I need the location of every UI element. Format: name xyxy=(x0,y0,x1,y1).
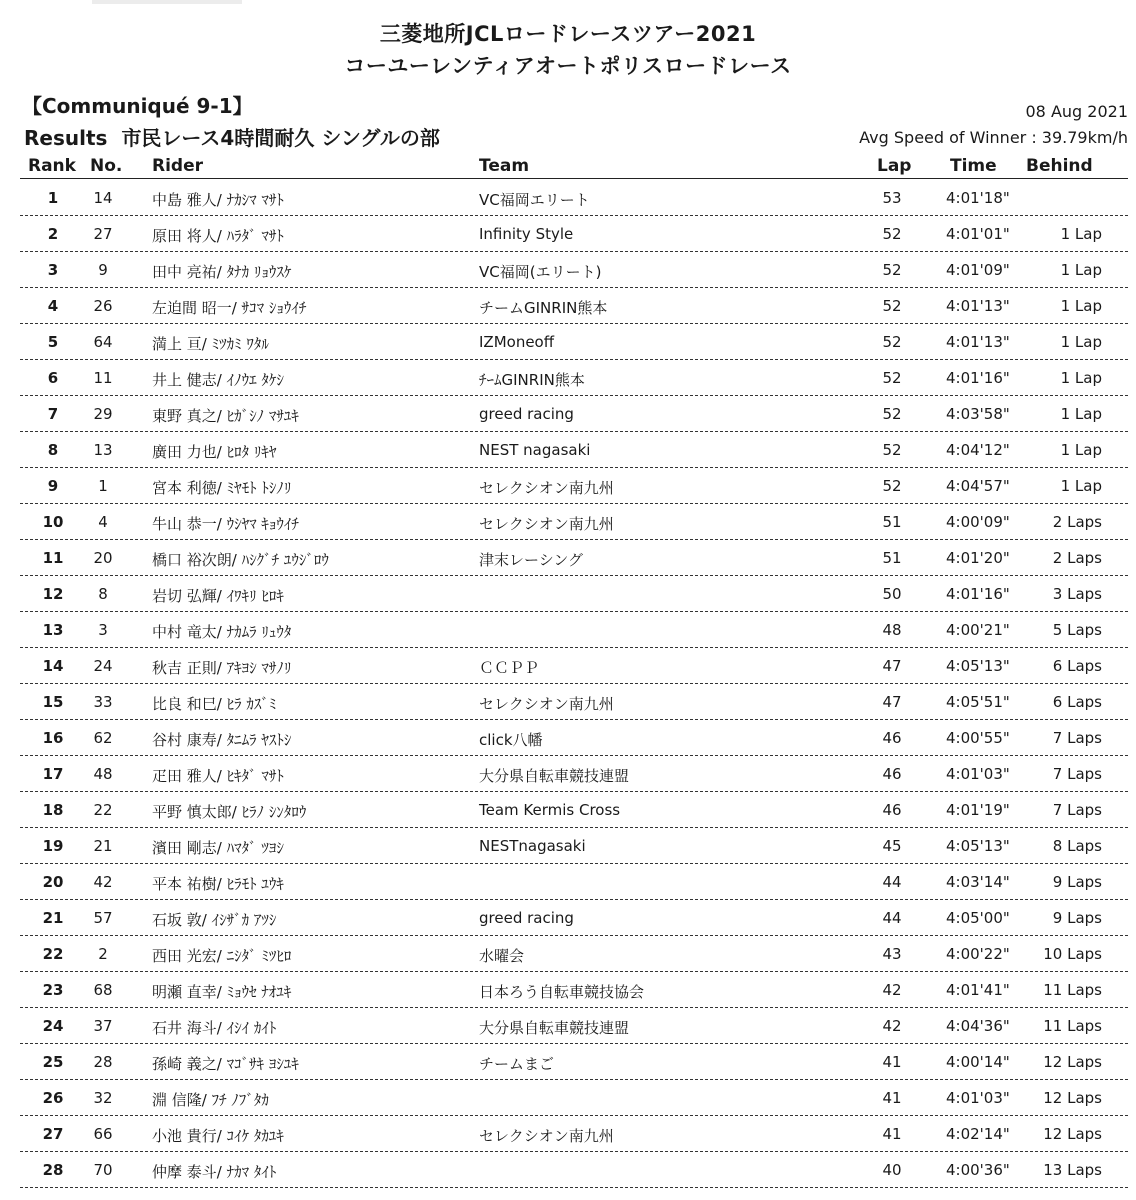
cell-number: 27 xyxy=(93,225,113,243)
cell-lap: 52 xyxy=(882,441,902,459)
cell-rank: 23 xyxy=(42,981,64,999)
cell-number: 24 xyxy=(93,657,113,675)
cell-rank: 24 xyxy=(42,1017,64,1035)
cell-lap: 52 xyxy=(882,261,902,279)
cell-number: 9 xyxy=(98,261,108,279)
cell-lap: 44 xyxy=(882,909,902,927)
column-header-lap: Lap xyxy=(877,156,912,176)
cell-number: 21 xyxy=(93,837,113,855)
cell-number: 70 xyxy=(93,1161,113,1179)
cell-rider: 平野 慎太郎/ ﾋﾗﾉ ｼﾝﾀﾛｳ xyxy=(152,803,307,821)
column-header-team: Team xyxy=(479,156,530,176)
cell-rank: 16 xyxy=(42,729,64,747)
cell-team: Team Kermis Cross xyxy=(479,801,621,819)
table-row xyxy=(0,468,1136,504)
cell-rank: 4 xyxy=(47,297,59,315)
cell-number: 20 xyxy=(93,549,113,567)
cell-time: 4:01'01" xyxy=(946,225,1010,243)
scan-mark xyxy=(92,0,242,4)
cell-number: 57 xyxy=(93,909,113,927)
cell-time: 4:00'09" xyxy=(946,513,1010,531)
cell-number: 37 xyxy=(93,1017,113,1035)
cell-rank: 5 xyxy=(47,333,59,351)
cell-rank: 15 xyxy=(42,693,64,711)
cell-lap: 41 xyxy=(882,1053,902,1071)
cell-number: 3 xyxy=(98,621,108,639)
cell-time: 4:01'16" xyxy=(946,369,1010,387)
table-row xyxy=(0,1008,1136,1044)
cell-lap: 43 xyxy=(882,945,902,963)
cell-rider: 秋吉 正則/ ｱｷﾖｼ ﾏｻﾉﾘ xyxy=(152,659,292,677)
cell-time: 4:04'36" xyxy=(946,1017,1010,1035)
cell-rider: 満上 亘/ ﾐﾂｶﾐ ﾜﾀﾙ xyxy=(152,335,269,353)
table-row xyxy=(0,504,1136,540)
cell-rank: 1 xyxy=(47,189,59,207)
cell-rank: 6 xyxy=(47,369,59,387)
cell-time: 4:01'09" xyxy=(946,261,1010,279)
cell-team: 大分県自転車競技連盟 xyxy=(479,767,630,785)
cell-lap: 47 xyxy=(882,657,902,675)
table-row xyxy=(0,756,1136,792)
cell-rank: 18 xyxy=(42,801,64,819)
cell-behind: 1 Lap xyxy=(1060,477,1102,495)
cell-team: チームまご xyxy=(479,1055,555,1073)
cell-lap: 46 xyxy=(882,801,902,819)
cell-number: 8 xyxy=(98,585,108,603)
cell-number: 68 xyxy=(93,981,113,999)
cell-behind: 12 Laps xyxy=(1043,1125,1102,1143)
cell-time: 4:03'58" xyxy=(946,405,1010,423)
cell-rider: 谷村 康寿/ ﾀﾆﾑﾗ ﾔｽﾄｼ xyxy=(152,731,292,749)
cell-time: 4:00'22" xyxy=(946,945,1010,963)
cell-team: 津末レーシング xyxy=(479,551,584,569)
cell-rank: 12 xyxy=(42,585,64,603)
table-row xyxy=(0,936,1136,972)
cell-number: 42 xyxy=(93,873,113,891)
cell-team: NESTnagasaki xyxy=(479,837,586,855)
cell-behind: 1 Lap xyxy=(1060,261,1102,279)
cell-rider: 淵 信隆/ ﾌﾁ ﾉﾌﾞﾀｶ xyxy=(152,1091,269,1109)
cell-lap: 53 xyxy=(882,189,902,207)
cell-number: 1 xyxy=(98,477,108,495)
cell-number: 2 xyxy=(98,945,108,963)
cell-lap: 47 xyxy=(882,693,902,711)
cell-lap: 50 xyxy=(882,585,902,603)
cell-team: Infinity Style xyxy=(479,225,574,243)
cell-number: 13 xyxy=(93,441,113,459)
cell-rider: 原田 将人/ ﾊﾗﾀﾞ ﾏｻﾄ xyxy=(152,227,284,245)
cell-lap: 41 xyxy=(882,1089,902,1107)
cell-time: 4:01'20" xyxy=(946,549,1010,567)
cell-team: セレクシオン南九州 xyxy=(479,695,614,713)
cell-time: 4:00'36" xyxy=(946,1161,1010,1179)
cell-rider: 宮本 利徳/ ﾐﾔﾓﾄ ﾄｼﾉﾘ xyxy=(152,479,292,497)
cell-lap: 52 xyxy=(882,477,902,495)
cell-rank: 8 xyxy=(47,441,59,459)
cell-behind: 9 Laps xyxy=(1052,873,1102,891)
table-row xyxy=(0,432,1136,468)
cell-time: 4:01'41" xyxy=(946,981,1010,999)
cell-rank: 21 xyxy=(42,909,64,927)
cell-behind: 3 Laps xyxy=(1052,585,1102,603)
cell-time: 4:01'16" xyxy=(946,585,1010,603)
cell-behind: 5 Laps xyxy=(1052,621,1102,639)
cell-lap: 51 xyxy=(882,513,902,531)
cell-rank: 20 xyxy=(42,873,64,891)
table-row xyxy=(0,180,1136,216)
cell-rider: 仲摩 泰斗/ ﾅｶﾏ ﾀｲﾄ xyxy=(152,1163,277,1181)
cell-rank: 27 xyxy=(42,1125,64,1143)
cell-rider: 中島 雅人/ ﾅｶｼﾏ ﾏｻﾄ xyxy=(152,191,284,209)
cell-behind: 2 Laps xyxy=(1052,513,1102,531)
table-row xyxy=(0,1044,1136,1080)
cell-number: 64 xyxy=(93,333,113,351)
cell-rank: 22 xyxy=(42,945,64,963)
cell-behind: 1 Lap xyxy=(1060,441,1102,459)
cell-time: 4:05'13" xyxy=(946,657,1010,675)
cell-number: 4 xyxy=(98,513,108,531)
cell-rank: 26 xyxy=(42,1089,64,1107)
table-row xyxy=(0,972,1136,1008)
cell-rider: 疋田 雅人/ ﾋｷﾀﾞ ﾏｻﾄ xyxy=(152,767,284,785)
cell-behind: 11 Laps xyxy=(1043,1017,1102,1035)
cell-rider: 左迫間 昭一/ ｻｺﾏ ｼｮｳｲﾁ xyxy=(152,299,307,317)
cell-time: 4:05'51" xyxy=(946,693,1010,711)
cell-behind: 12 Laps xyxy=(1043,1053,1102,1071)
column-header-no: No. xyxy=(90,156,123,176)
cell-time: 4:00'14" xyxy=(946,1053,1010,1071)
results-heading xyxy=(24,122,440,151)
cell-rider: 井上 健志/ ｲﾉｳｴ ﾀｹｼ xyxy=(152,371,284,389)
cell-lap: 52 xyxy=(882,297,902,315)
table-row xyxy=(0,576,1136,612)
cell-time: 4:01'03" xyxy=(946,765,1010,783)
cell-rider: 石坂 敦/ ｲｼｻﾞｶ ｱﾂｼ xyxy=(152,911,277,929)
results-table-header xyxy=(0,152,1136,180)
cell-number: 28 xyxy=(93,1053,113,1071)
cell-behind: 1 Lap xyxy=(1060,405,1102,423)
table-row xyxy=(0,1116,1136,1152)
cell-number: 22 xyxy=(93,801,113,819)
cell-lap: 52 xyxy=(882,333,902,351)
cell-number: 33 xyxy=(93,693,113,711)
cell-rank: 19 xyxy=(42,837,64,855)
cell-behind: 2 Laps xyxy=(1052,549,1102,567)
cell-time: 4:04'12" xyxy=(946,441,1010,459)
cell-rider: 田中 亮祐/ ﾀﾅｶ ﾘｮｳｽｹ xyxy=(152,263,292,281)
table-row xyxy=(0,540,1136,576)
cell-rider: 平本 祐樹/ ﾋﾗﾓﾄ ﾕｳｷ xyxy=(152,875,284,893)
table-row xyxy=(0,900,1136,936)
table-row xyxy=(0,720,1136,756)
cell-number: 14 xyxy=(93,189,113,207)
table-row xyxy=(0,324,1136,360)
cell-rider: 岩切 弘輝/ ｲﾜｷﾘ ﾋﾛｷ xyxy=(152,587,284,605)
cell-lap: 52 xyxy=(882,225,902,243)
cell-number: 29 xyxy=(93,405,113,423)
cell-lap: 45 xyxy=(882,837,902,855)
cell-team: VC福岡(エリート) xyxy=(479,263,602,281)
cell-behind: 1 Lap xyxy=(1060,333,1102,351)
cell-lap: 42 xyxy=(882,1017,902,1035)
cell-team: NEST nagasaki xyxy=(479,441,591,459)
cell-rank: 17 xyxy=(42,765,64,783)
cell-time: 4:01'13" xyxy=(946,297,1010,315)
cell-rank: 13 xyxy=(42,621,64,639)
column-header-behind: Behind xyxy=(1026,156,1093,176)
cell-rank: 10 xyxy=(42,513,64,531)
cell-rider: 濱田 剛志/ ﾊﾏﾀﾞ ﾂﾖｼ xyxy=(152,839,284,857)
cell-rider: 孫崎 義之/ ﾏｺﾞｻｷ ﾖｼﾕｷ xyxy=(152,1055,299,1073)
cell-time: 4:01'03" xyxy=(946,1089,1010,1107)
cell-rider: 廣田 力也/ ﾋﾛﾀ ﾘｷﾔ xyxy=(152,443,277,461)
cell-behind: 13 Laps xyxy=(1043,1161,1102,1179)
table-row xyxy=(0,612,1136,648)
cell-lap: 52 xyxy=(882,369,902,387)
avg-speed: Avg Speed of Winner : 39.79km/h xyxy=(859,128,1128,147)
table-row xyxy=(0,288,1136,324)
cell-behind: 10 Laps xyxy=(1043,945,1102,963)
cell-rider: 東野 真之/ ﾋｶﾞｼﾉ ﾏｻﾕｷ xyxy=(152,407,299,425)
cell-team: ﾁｰﾑGINRIN熊本 xyxy=(479,371,585,389)
cell-team: 水曜会 xyxy=(479,947,525,965)
table-row xyxy=(0,1080,1136,1116)
cell-team: 大分県自転車競技連盟 xyxy=(479,1019,630,1037)
cell-lap: 41 xyxy=(882,1125,902,1143)
cell-team: セレクシオン南九州 xyxy=(479,1127,614,1145)
cell-team: 日本ろう自転車競技協会 xyxy=(479,983,645,1001)
cell-lap: 48 xyxy=(882,621,902,639)
table-row xyxy=(0,864,1136,900)
cell-time: 4:05'00" xyxy=(946,909,1010,927)
table-row xyxy=(0,252,1136,288)
cell-rank: 14 xyxy=(42,657,64,675)
cell-rider: 比良 和巳/ ﾋﾗ ｶｽﾞﾐ xyxy=(152,695,277,713)
cell-rider: 石井 海斗/ ｲｼｲ ｶｲﾄ xyxy=(152,1019,277,1037)
cell-team: ＣＣＰＰ xyxy=(479,659,540,677)
table-row xyxy=(0,684,1136,720)
cell-lap: 51 xyxy=(882,549,902,567)
cell-rank: 11 xyxy=(42,549,64,567)
cell-rider: 西田 光宏/ ﾆｼﾀﾞ ﾐﾂﾋﾛ xyxy=(152,947,292,965)
cell-team: greed racing xyxy=(479,405,574,423)
cell-rider: 明瀬 直幸/ ﾐｮｳｾ ﾅｵﾕｷ xyxy=(152,983,292,1001)
cell-behind: 11 Laps xyxy=(1043,981,1102,999)
cell-time: 4:01'19" xyxy=(946,801,1010,819)
cell-behind: 7 Laps xyxy=(1052,801,1102,819)
cell-number: 48 xyxy=(93,765,113,783)
cell-team: VC福岡エリート xyxy=(479,191,590,209)
cell-behind: 1 Lap xyxy=(1060,297,1102,315)
race-date: 08 Aug 2021 xyxy=(1025,102,1128,121)
cell-team: チームGINRIN熊本 xyxy=(479,299,608,317)
cell-time: 4:00'55" xyxy=(946,729,1010,747)
table-row xyxy=(0,396,1136,432)
cell-team: セレクシオン南九州 xyxy=(479,479,614,497)
cell-lap: 46 xyxy=(882,729,902,747)
cell-lap: 42 xyxy=(882,981,902,999)
table-row xyxy=(0,216,1136,252)
cell-number: 26 xyxy=(93,297,113,315)
cell-behind: 7 Laps xyxy=(1052,765,1102,783)
table-row xyxy=(0,1152,1136,1188)
cell-lap: 40 xyxy=(882,1161,902,1179)
table-row xyxy=(0,828,1136,864)
cell-behind: 8 Laps xyxy=(1052,837,1102,855)
cell-team: greed racing xyxy=(479,909,574,927)
header-rule xyxy=(20,178,1128,179)
document-title xyxy=(0,18,1136,82)
results-table-body xyxy=(0,180,1136,1188)
column-header-time: Time xyxy=(950,156,997,176)
cell-rank: 25 xyxy=(42,1053,64,1071)
cell-time: 4:04'57" xyxy=(946,477,1010,495)
title-line-2: コーユーレンティアオートポリスロードレース xyxy=(344,54,792,78)
column-header-rank: Rank xyxy=(28,156,76,176)
cell-time: 4:01'13" xyxy=(946,333,1010,351)
cell-rank: 3 xyxy=(47,261,59,279)
communique-label: 【Communiqué 9-1】 xyxy=(22,94,253,118)
cell-lap: 44 xyxy=(882,873,902,891)
cell-number: 62 xyxy=(93,729,113,747)
title-line-1: 三菱地所JCLロードレースツアー2021 xyxy=(379,22,757,46)
cell-number: 66 xyxy=(93,1125,113,1143)
cell-behind: 1 Lap xyxy=(1060,225,1102,243)
cell-team: click八幡 xyxy=(479,731,543,749)
cell-time: 4:02'14" xyxy=(946,1125,1010,1143)
cell-team: セレクシオン南九州 xyxy=(479,515,614,533)
cell-rank: 9 xyxy=(47,477,59,495)
cell-behind: 6 Laps xyxy=(1052,657,1102,675)
cell-behind: 9 Laps xyxy=(1052,909,1102,927)
cell-rank: 7 xyxy=(47,405,59,423)
cell-rank: 2 xyxy=(47,225,59,243)
cell-rank: 28 xyxy=(42,1161,64,1179)
cell-rider: 小池 貴行/ ｺｲｹ ﾀｶﾕｷ xyxy=(152,1127,284,1145)
cell-behind: 1 Lap xyxy=(1060,369,1102,387)
cell-behind: 6 Laps xyxy=(1052,693,1102,711)
cell-lap: 46 xyxy=(882,765,902,783)
cell-rider: 橋口 裕次朗/ ﾊｼｸﾞﾁ ﾕｳｼﾞﾛｳ xyxy=(152,551,329,569)
table-row xyxy=(0,648,1136,684)
cell-behind: 12 Laps xyxy=(1043,1089,1102,1107)
cell-rider: 中村 竜太/ ﾅｶﾑﾗ ﾘｭｳﾀ xyxy=(152,623,292,641)
cell-time: 4:05'13" xyxy=(946,837,1010,855)
table-row xyxy=(0,360,1136,396)
race-name: 市民レース4時間耐久 シングルの部 xyxy=(121,126,440,150)
cell-lap: 52 xyxy=(882,405,902,423)
cell-team: IZMoneoff xyxy=(479,333,555,351)
cell-number: 11 xyxy=(93,369,113,387)
cell-behind: 7 Laps xyxy=(1052,729,1102,747)
cell-number: 32 xyxy=(93,1089,113,1107)
table-row xyxy=(0,792,1136,828)
cell-time: 4:03'14" xyxy=(946,873,1010,891)
cell-time: 4:01'18" xyxy=(946,189,1010,207)
cell-rider: 牛山 恭一/ ｳｼﾔﾏ ｷｮｳｲﾁ xyxy=(152,515,299,533)
cell-time: 4:00'21" xyxy=(946,621,1010,639)
column-header-rider: Rider xyxy=(152,156,203,176)
results-label: Results xyxy=(24,126,108,150)
